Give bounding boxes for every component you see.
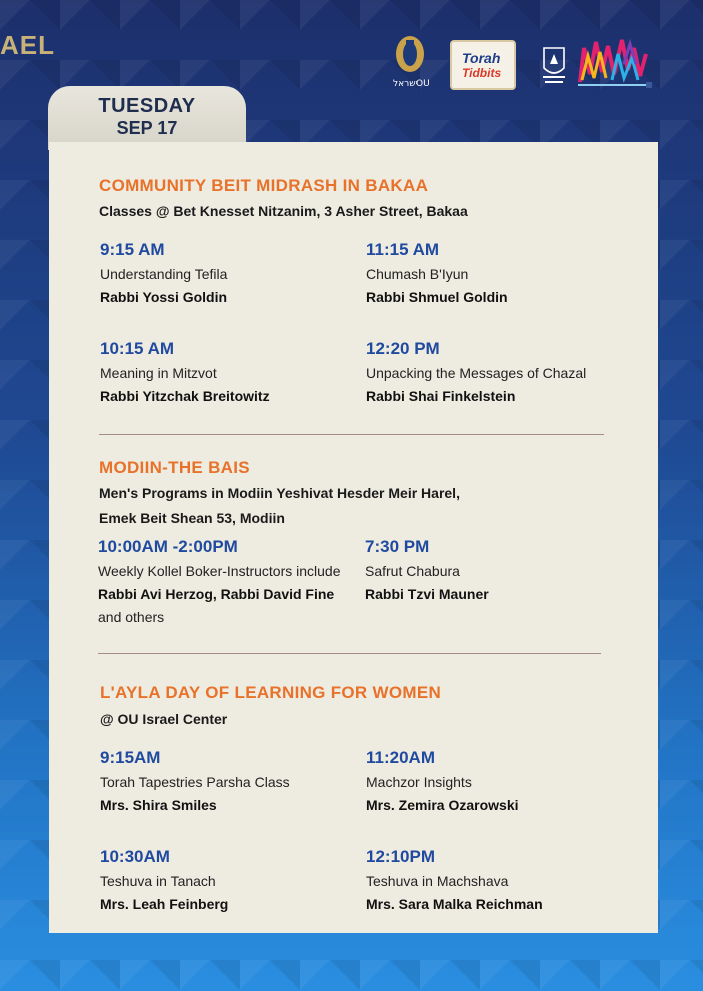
festival-colorful-logo (574, 34, 654, 90)
slot-topic: Understanding Tefila (100, 266, 228, 282)
slot-time: 10:00AM -2:00PM (98, 537, 238, 556)
slot-time: 10:30AM (100, 847, 170, 866)
header-partial-title: AEL (0, 30, 55, 60)
schedule-slot (366, 339, 586, 404)
ou-hebrew-text: ישראל (393, 79, 418, 89)
schedule-slot (366, 748, 519, 813)
section-divider (98, 653, 601, 654)
slot-teacher: Mrs. Zemira Ozarowski (366, 797, 519, 813)
slot-time: 10:15 AM (100, 339, 175, 358)
slot-topic: Unpacking the Messages of Chazal (366, 365, 587, 381)
schedule-slot (98, 537, 341, 625)
schedule-panel (49, 142, 658, 933)
section-title-layla: L'AYLA DAY OF LEARNING FOR WOMEN (100, 683, 442, 702)
ou-israel-logo (388, 34, 432, 92)
slot-topic: Torah Tapestries Parsha Class (100, 774, 290, 790)
slot-teacher: Rabbi Yossi Goldin (100, 289, 228, 305)
slot-topic: Weekly Kollel Boker-Instructors include (98, 563, 341, 579)
section-title-bakaa: COMMUNITY BEIT MIDRASH IN BAKAA (99, 176, 429, 195)
section-subtitle-modiin-line1: Men's Programs in Modiin Yeshivat Hesder Meir Harel, (99, 485, 460, 501)
schedule-slot (100, 240, 227, 305)
slot-teacher: Rabbi Tzvi Mauner (365, 586, 489, 602)
slot-topic: Machzor Insights (366, 774, 472, 790)
slot-time: 7:30 PM (365, 537, 430, 556)
slot-time: 12:10PM (366, 847, 435, 866)
slot-topic: Teshuva in Tanach (100, 873, 216, 889)
slot-teacher: Mrs. Leah Feinberg (100, 896, 229, 912)
jerusalem-emblem-icon (540, 46, 568, 86)
slot-teacher: Rabbi Yitzchak Breitowitz (100, 388, 270, 404)
sponsor-logos (388, 34, 658, 94)
date-tab (48, 86, 246, 150)
slot-topic: Teshuva in Machshava (366, 873, 509, 889)
torah-tidbits-line2: Tidbits (462, 66, 502, 80)
slot-time: 11:20AM (366, 748, 435, 767)
slot-topic: Safrut Chabura (365, 563, 460, 579)
schedule-slot (366, 240, 508, 305)
torah-tidbits-line1: Torah (462, 50, 501, 66)
schedule-slot (365, 537, 489, 602)
slot-time: 12:20 PM (366, 339, 440, 358)
slot-teacher: Rabbi Avi Herzog, Rabbi David Fine (98, 586, 335, 602)
slot-teacher: Mrs. Sara Malka Reichman (366, 896, 543, 912)
section-subtitle-layla: @ OU Israel Center (100, 711, 228, 727)
torah-tidbits-logo (450, 40, 516, 90)
slot-teacher: Rabbi Shmuel Goldin (366, 289, 508, 305)
schedule-slot (100, 339, 270, 404)
tab-date: SEP 17 (116, 118, 178, 138)
slot-teacher: Rabbi Shai Finkelstein (366, 388, 516, 404)
ou-latin-text: OU (416, 79, 430, 89)
slot-topic: Meaning in Mitzvot (100, 365, 217, 381)
section-divider (99, 434, 604, 435)
slot-teacher: Mrs. Shira Smiles (100, 797, 217, 813)
tab-day: TUESDAY (98, 95, 196, 117)
slot-extra: and others (98, 609, 165, 625)
section-title-modiin: MODIIN-THE BAIS (99, 458, 250, 477)
section-subtitle-bakaa: Classes @ Bet Knesset Nitzanim, 3 Asher Street, Bakaa (99, 203, 468, 219)
slot-time: 11:15 AM (366, 240, 440, 259)
schedule-slot (100, 748, 290, 813)
slot-time: 9:15 AM (100, 240, 165, 259)
slot-topic: Chumash B'Iyun (366, 266, 469, 282)
schedule-slot (100, 847, 228, 912)
schedule-slot (366, 847, 543, 912)
section-subtitle-modiin-line2: Emek Beit Shean 53, Modiin (99, 510, 285, 526)
slot-time: 9:15AM (100, 748, 161, 767)
